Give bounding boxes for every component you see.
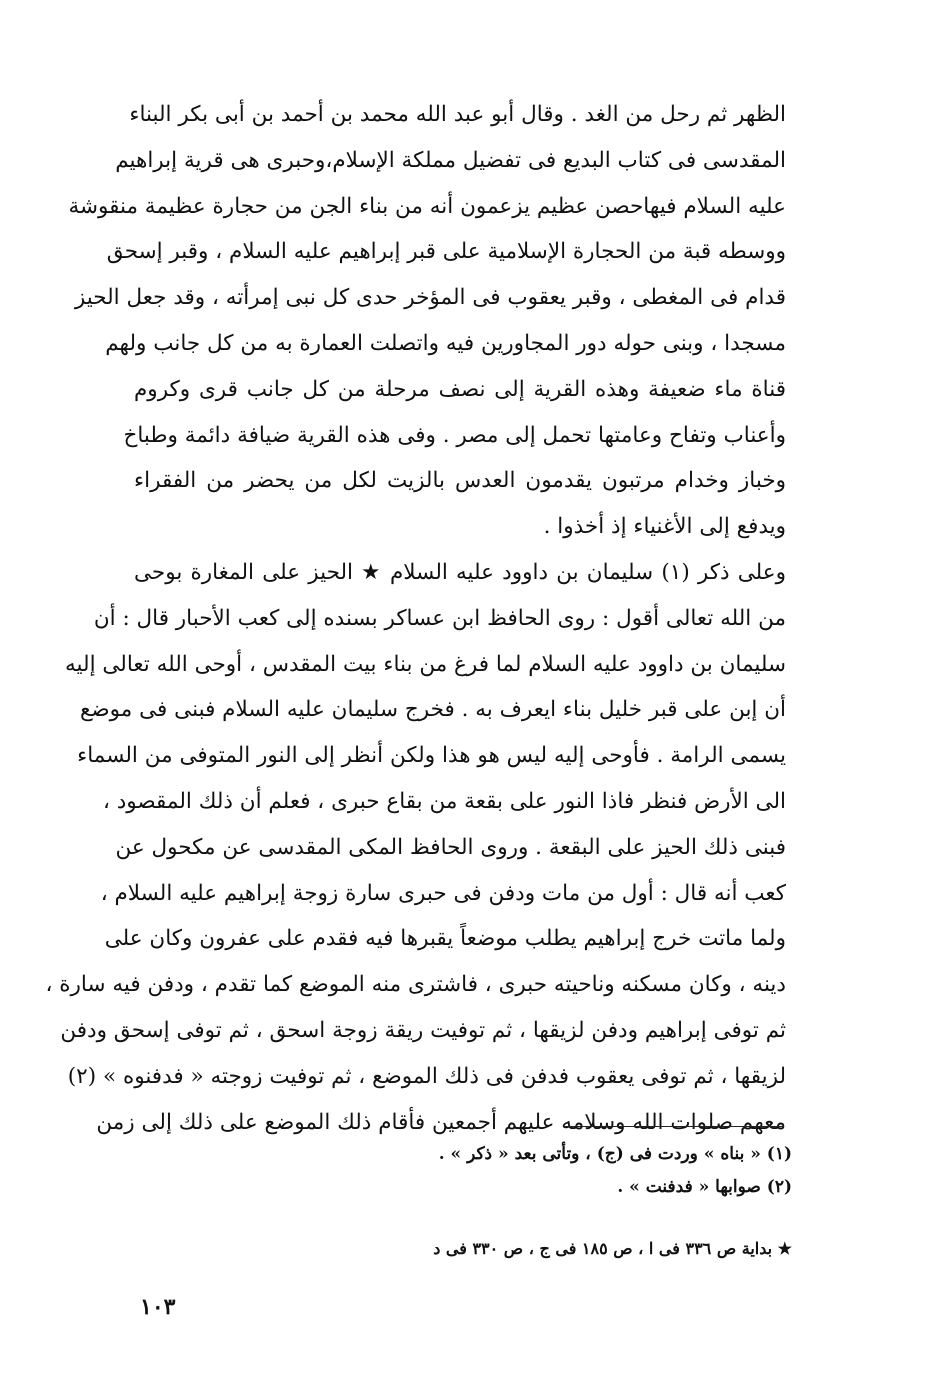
- footnote-1: (١) « بناه » وردت فى (ج) ، وتأتى بعد « ذكر » .: [438, 1144, 792, 1164]
- footnote-divider: [564, 1126, 784, 1127]
- text-line: من الله تعالى أقول : روى الحافظ ابن عساكر بسنده إلى كعب الأحبار قال : أن: [93, 605, 786, 631]
- text-line: الظهر ثم رحل من الغد . وقال أبو عبد الله محمد بن أحمد بن أبى بكر البناء: [129, 102, 786, 127]
- text-line: ولما ماتت خرج إبراهيم يطلب موضعاً يقبرها فيه فقدم على عفرون وكان على: [104, 926, 786, 952]
- text-line: سليمان بن داوود عليه السلام لما فرغ من بناء بيت المقدس ، أوحى الله تعالى إليه: [65, 651, 786, 677]
- text-line: الى الأرض فنظر فاذا النور على بقعة من بقاع حبرى ، فعلم أن ذلك المقصود ،: [102, 788, 786, 814]
- footnote-2: (٢) صوابها « فدفنت » .: [617, 1177, 792, 1197]
- text-line: عليه السلام فيهاحصن عظيم يزعمون أنه من بناء الجن من حجارة عظيمة منقوشة: [68, 193, 786, 219]
- text-line: يسمى الرامة . فأوحى إليه ليس هو هذا ولكن أنظر إلى النور المتوفى من السماء: [77, 743, 786, 769]
- text-line: ووسطه قبة من الحجارة الإسلامية على قبر إبراهيم عليه السلام ، وقبر إسحق: [106, 239, 786, 265]
- manuscript-page-note: ★ بداية ص ٣٣٦ فى ا ، ص ١٨٥ فى ج ، ص ٣٣٠ فى د: [433, 1239, 792, 1258]
- text-line: المقدسى فى كتاب البديع فى تفضيل مملكة الإسلام،وحبرى هى قرية إبراهيم: [115, 147, 786, 173]
- text-line: كعب أنه قال : أول من مات ودفن فى حبرى سارة زوجة إبراهيم عليه السلام ،: [100, 880, 786, 906]
- text-line: ثم توفى إبراهيم ودفن لزيقها ، ثم توفيت ريقة زوجة اسحق ، ثم توفى إسحق ودفن: [60, 1017, 786, 1043]
- text-line: فبنى ذلك الحيز على البقعة . وروى الحافظ المكى المقدسى عن مكحول عن: [115, 834, 786, 860]
- paragraph-1: [68, 92, 786, 550]
- text-line: أن إبن على قبر خليل بناء ايعرف به . فخرج سليمان عليه السلام فبنى فى موضع: [79, 697, 786, 723]
- text-line: قدام فى المغطى ، وقبر يعقوب فى المؤخر حدى كل نبى إمرأته ، وقد جعل الحيز: [74, 285, 786, 311]
- text-line: معهم صلوات الله وسلامه عليهم أجمعين فأقام ذلك الموضع على ذلك إلى زمن: [96, 1109, 786, 1135]
- text-line: لزيقها ، ثم توفى يعقوب فدفن فى ذلك الموضع ، ثم توفيت زوجته « فدفنوه » (٢): [67, 1063, 786, 1089]
- footnotes: [380, 1138, 792, 1204]
- text-line: ويدفع إلى الأغنياء إذ أخذوا .: [543, 514, 786, 540]
- text-line: قناة ماء ضعيفة وهذه القرية إلى نصف مرحلة من كل جانب قرى وكروم: [134, 376, 786, 402]
- text-line: دينه ، وكان مسكنه وناحيته حبرى ، فاشترى منه الموضع كما تقدم ، ودفن فيه سارة ،: [45, 972, 786, 998]
- text-line: وأعناب وتفاح وعامتها تحمل إلى مصر . وفى هذه القرية ضيافة دائمة وطباخ: [123, 422, 786, 448]
- paragraph-2: [45, 550, 786, 1145]
- text-line: وعلى ذكر (١) سليمان بن داوود عليه السلام ★ الحيز على المغارة بوحى: [134, 560, 786, 585]
- text-line: وخباز وخدام مرتبون يقدمون العدس بالزيت لكل من يحضر من الفقراء: [134, 468, 786, 494]
- page-number: ١٠٣: [140, 1294, 176, 1320]
- text-line: مسجدا ، وبنى حوله دور المجاورين فيه واتصلت العمارة به من كل جانب ولهم: [105, 330, 786, 356]
